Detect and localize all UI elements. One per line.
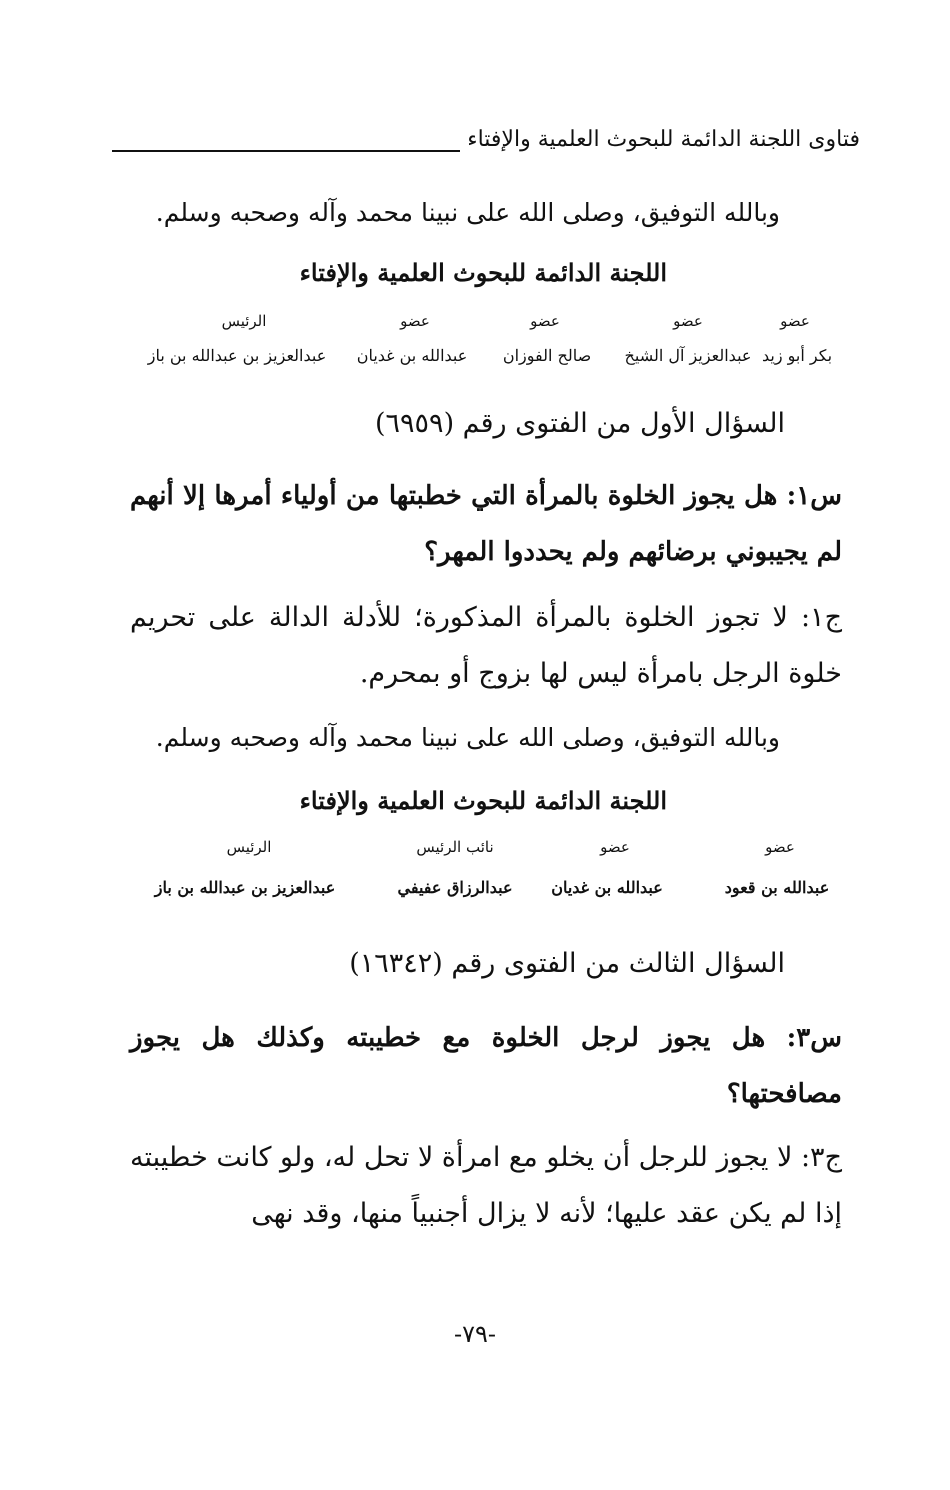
role: عضو <box>530 312 560 330</box>
signatory-names <box>0 878 950 908</box>
signatory-name: صالح الفوزان <box>502 346 592 365</box>
header-rule <box>112 150 460 152</box>
answer-text: ج٣: لا يجوز للرجل أن يخلو مع امرأة لا تحل له، ولو كانت خطيبته إذا لم يكن عقد عليها؛ لأنه لا يزال أجنبياً منها، وقد نهى <box>130 1142 842 1229</box>
signatory-roles <box>0 312 950 342</box>
signatory-name: عبدالعزيز آل الشيخ <box>624 346 752 365</box>
role: نائب الرئيس <box>416 838 494 856</box>
signatory-name: عبدالعزيز بن عبدالله بن باز <box>147 346 327 365</box>
role: الرئيس <box>221 312 267 330</box>
question-heading: السؤال الثالث من الفتوى رقم (١٦٣٤٢) <box>349 948 785 979</box>
committee-name: اللجنة الدائمة للبحوث العلمية والإفتاء <box>299 258 667 287</box>
role: عضو <box>780 312 810 330</box>
question-text: س١: هل يجوز الخلوة بالمرأة التي خطبتها من أولياء أمرها إلا أنهم لم يجيبوني برضائهم ولم يحددوا المهر؟ <box>130 481 842 567</box>
question-text: س٣: هل يجوز لرجل الخلوة مع خطيبته وكذلك هل يجوز مصافحتها؟ <box>130 1023 842 1109</box>
committee-name: اللجنة الدائمة للبحوث العلمية والإفتاء <box>299 786 667 815</box>
signatory-names <box>0 346 950 376</box>
closing-line: وبالله التوفيق، وصلى الله على نبينا محمد وآله وصحبه وسلم. <box>155 198 780 227</box>
role: عضو <box>400 312 430 330</box>
running-header-title: فتاوى اللجنة الدائمة للبحوث العلمية والإفتاء <box>467 127 860 152</box>
closing-line: وبالله التوفيق، وصلى الله على نبينا محمد وآله وصحبه وسلم. <box>155 723 780 752</box>
signatory-name: عبدالله بن قعود <box>724 878 830 897</box>
role: عضو <box>673 312 703 330</box>
signatory-name: عبدالله بن غديان <box>356 346 468 365</box>
signatory-name: بكر أبو زيد <box>761 346 833 365</box>
signatory-roles <box>0 838 950 868</box>
signatory-name: عبدالرزاق عفيفي <box>397 878 513 897</box>
role: عضو <box>600 838 630 856</box>
question-heading: السؤال الأول من الفتوى رقم (٦٩٥٩) <box>375 408 785 439</box>
role: عضو <box>765 838 795 856</box>
signatory-name: عبدالعزيز بن عبدالله بن باز <box>154 878 336 897</box>
answer-text: ج١: لا تجوز الخلوة بالمرأة المذكورة؛ للأدلة الدالة على تحريم خلوة الرجل بامرأة ليس لها بزوج أو بمحرم. <box>130 602 842 689</box>
role: الرئيس <box>226 838 272 856</box>
page-number: -٧٩- <box>454 1320 496 1348</box>
signatory-name: عبدالله بن غديان <box>551 878 663 897</box>
